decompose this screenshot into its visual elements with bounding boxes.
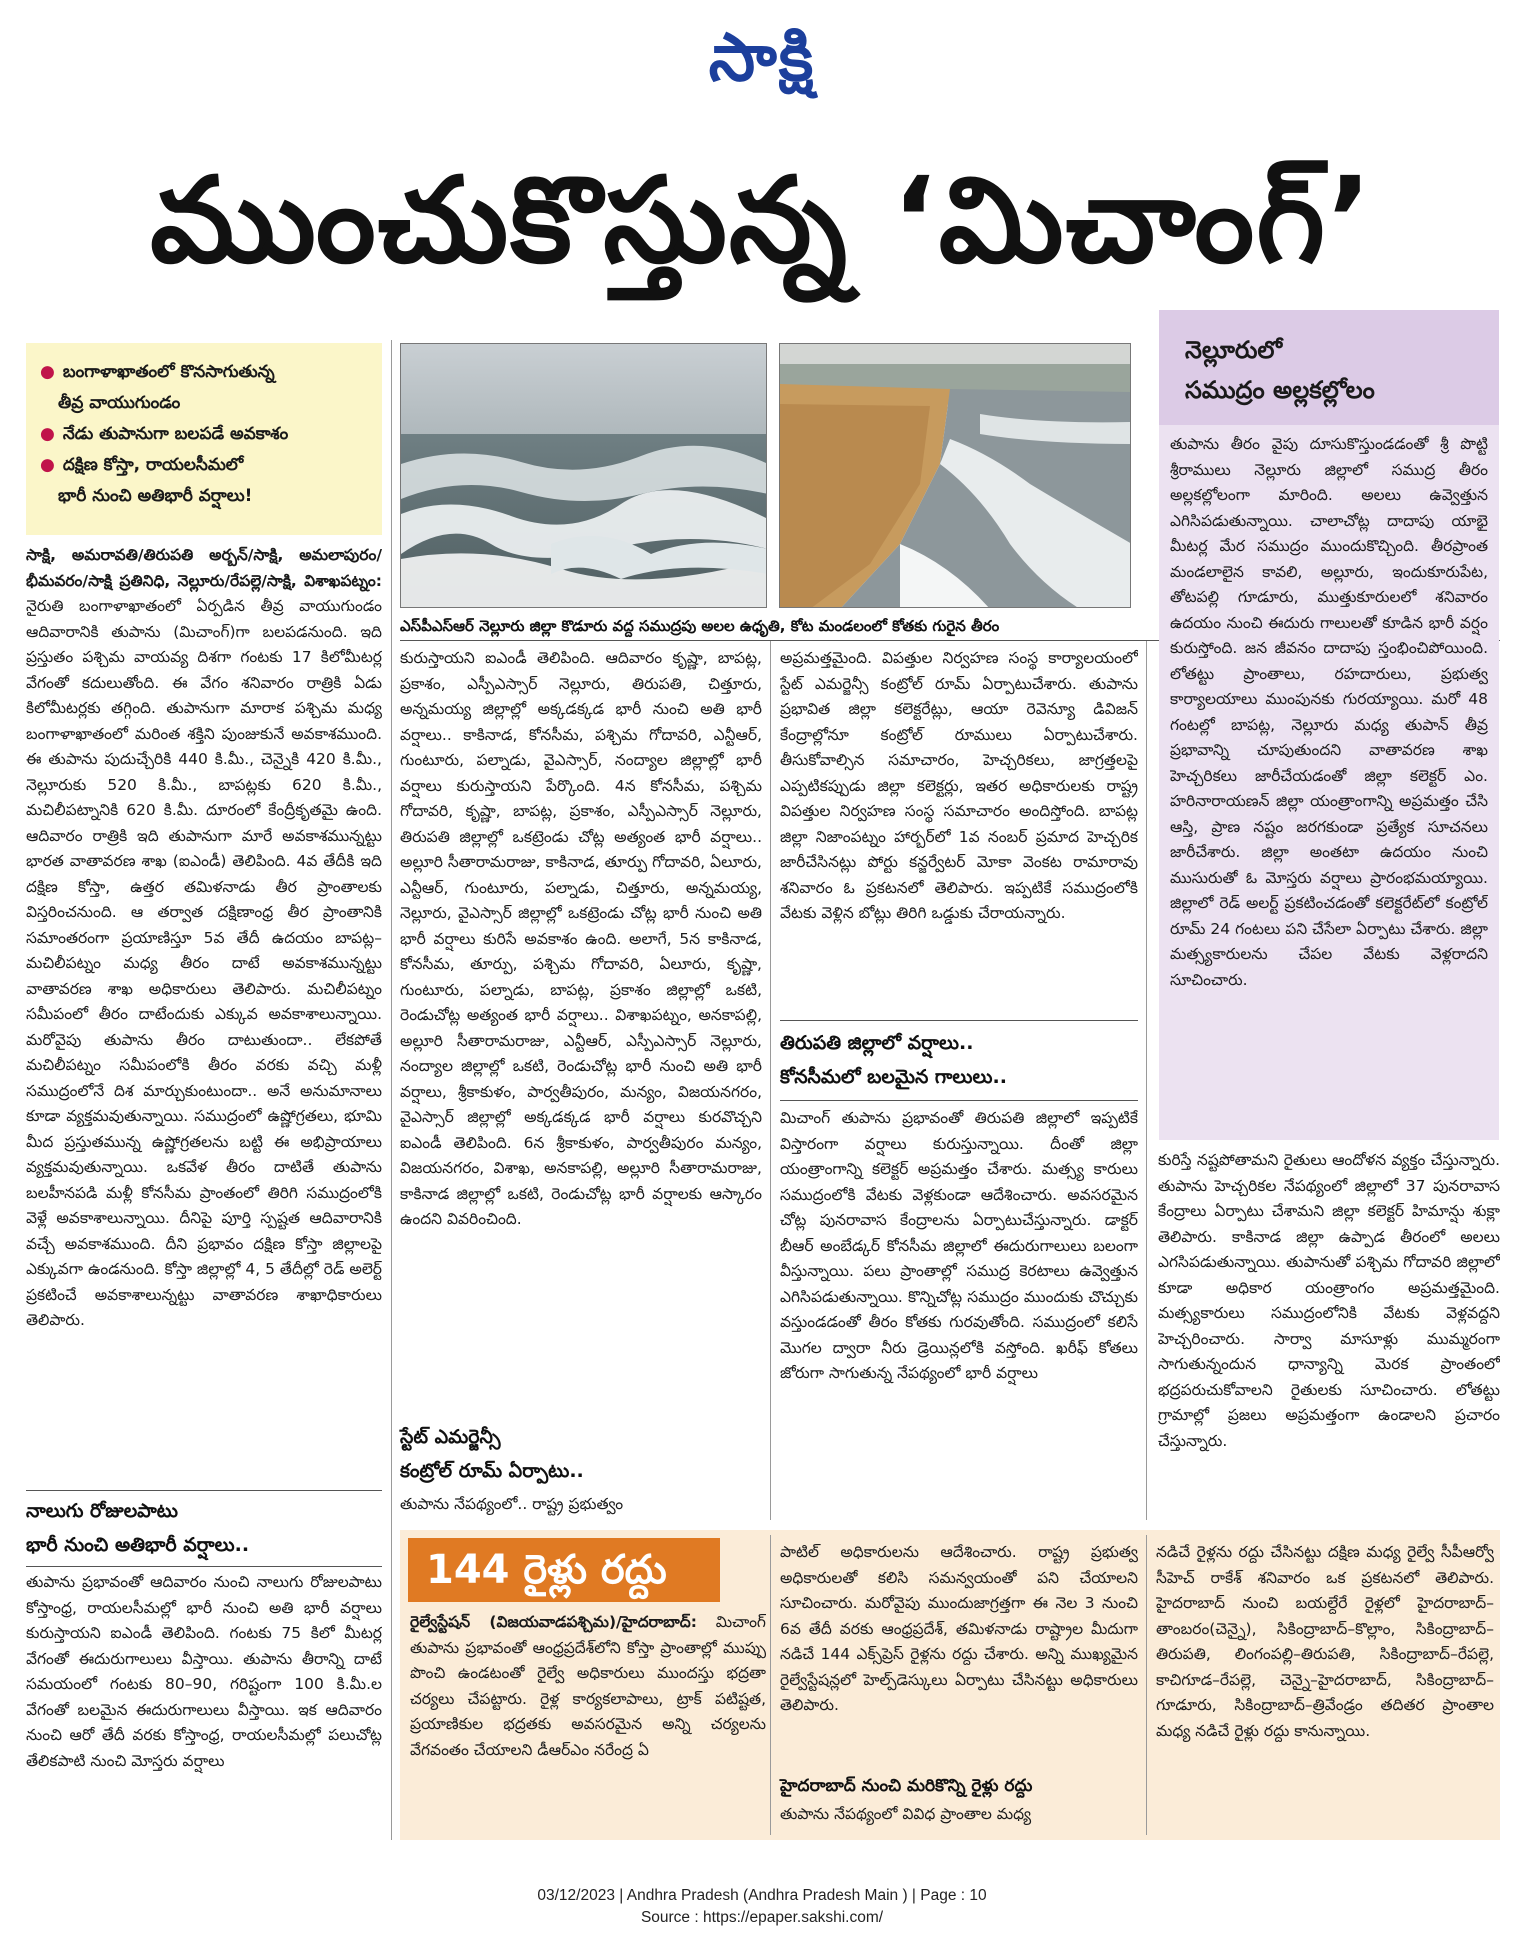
- bullet-icon: ●: [40, 455, 55, 475]
- article-column-1: [26, 543, 382, 1483]
- page-footer: [0, 1885, 1524, 1929]
- bullet-icon: ●: [40, 424, 55, 444]
- column-divider: [1146, 640, 1147, 1520]
- nellore-sidebar-body: తుపాను తీరం వైపు దూసుకొస్తుండడంతో శ్రీ పొట్టి శ్రీరాములు నెల్లూరు జిల్లాలో సముద్ర తీరం అల్లకల్లోలంగా మారింది. అలలు ఉవ్వెత్తున ఎగిసిపడుతున్నాయి. చాలాచోట్ల దాదాపు యాభై మీటర్ల మేర సముద్రం ముందుకొచ్చింది. తీరప్రాంత మండలాలైన కావలి, అల్లూరు, ఇందుకూరుపేట, తోటపల్లి గూడూరు, ముత్తుకూరులలో శనివారం ఉదయం నుంచి ఈదురు గాలులతో కూడిన భారీ వర్షం కురుస్తోంది. జన జీవనం దాదాపు స్తంభించిపోయింది. లోతట్టు ప్రాంతాలు, రహదారులు, ప్రభుత్వ కార్యాలయాలు ముంపునకు గురయ్యాయి. మరో 48 గంటల్లో బాపట్ల, నెల్లూరు మధ్య తుపాన్‌ తీవ్ర ప్రభావాన్ని చూపుతుందని వాతావరణ శాఖ హెచ్చరికలు జారీచేయడంతో జిల్లా కలెక్టర్‌ ఎం. హరినారాయణన్‌ జిల్లా యంత్రాంగాన్ని అప్రమత్తం చేసి ఆస్తి, ప్రాణ నష్టం జరగకుండా ప్రత్యేక సూచనలు జారీచేశారు. జిల్లా అంతటా ఉదయం నుంచి ముసురుతో ఓ మోస్తరు వర్షాలు ప్రారంభమయ్యాయి. జిల్లాలో రెడ్‌ అలర్ట్‌ ప్రకటించడంతో కలెక్టరేట్‌లో కంట్రోల్‌ రూమ్‌ 24 గంటలు పని చేసేలా ఏర్పాటు చేశారు. జిల్లా మత్స్యకారులను చేపల వేటకు వెళ్లరాదని సూచించారు.: [1170, 435, 1488, 989]
- section-rule: [26, 1566, 382, 1567]
- highlight-item: ● బంగాళాఖాతంలో కొనసాగుతున్న: [40, 357, 370, 388]
- eroded-coast-photo: [779, 343, 1131, 608]
- train-column-1: రైల్వేస్టేషన్‌ (విజయవాడపశ్చిమ)/హైదరాబాద్‌: మిచాంగ్‌ తుపాను ప్రభావంతో ఆంధ్రప్రదేశ్‌లోని కోస్తా ప్రాంతాల్లో ముప్పు పొంచి ఉండటంతో రైల్వే అధికారులు ముందస్తు భద్రతా చర్యలు చేపట్టారు. రైళ్ల కార్యకలాపాలు, ట్రాక్‌ పటిష్టత, ప్రయాణికుల భద్రతకు అవసరమైన అన్ని చర్యలను వేగవంతం చేయాలని డీఆర్‌ఎం నరేంద్ర ఏ: [410, 1613, 766, 1759]
- sea-waves-image: [401, 344, 767, 608]
- highlight-item-cont: భారీ నుంచి అతిభారీ వర్షాలు!: [58, 486, 253, 506]
- highlight-item-cont: తీవ్ర వాయుగుండం: [58, 393, 181, 413]
- column-divider: [770, 640, 771, 1520]
- photo-caption: ఎస్‌పీఎస్‌ఆర్‌ నెల్లూరు జిల్లా కొడూరు వద్ద సముద్రపు అలల ఉధృతి, కోట మండలంలో కోతకు గురైన తీరం: [400, 617, 1000, 635]
- bullet-icon: ●: [40, 362, 55, 382]
- article-body: నైరుతి బంగాళాఖాతంలో ఏర్పడిన తీవ్ర వాయుగుండం ఆదివారానికి తుపాను (మిచాంగ్‌)గా బలపడనుంది. ఇది ప్రస్తుతం పశ్చిమ వాయవ్య దిశగా గంటకు 17 కిలోమీటర్ల వేగంతో కదులుతోంది. ఈ వేగం శనివారం రాత్రికి ఏడు కిలోమీటర్లకు తగ్గింది. తుపానుగా మారాక పశ్చిమ మధ్య బంగాళాఖాతంలో మరింత శక్తిని పుంజుకునే అవకాశముంది. ఈ తుపాను పుదుచ్చేరికి 440 కి.మీ., చెన్నైకి 420 కి.మీ., నెల్లూరుకు 520 కి.మీ., బాపట్లకు 620 కి.మీ., మచిలీపట్నానికి 620 కి.మీ. దూరంలో కేంద్రీకృతమై ఉంది. ఆదివారం రాత్రికి ఇది తుపానుగా మారే అవకాశమున్నట్టు భారత వాతావరణ శాఖ (ఐఎండీ) తెలిపింది. 4వ తేదీకి ఇది దక్షిణ కోస్తా, ఉత్తర తమిళనాడు తీర ప్రాంతాలకు విస్తరించనుంది. ఆ తర్వాత దక్షిణాంధ్ర తీర ప్రాంతానికి సమాంతరంగా ప్రయాణిస్తూ 5వ తేదీ ఉదయం బాపట్ల–మచిలీపట్నం మధ్య తీరం దాటే అవకాశమున్నట్టు వాతావరణ శాఖ అధికారులు తెలిపారు. మచిలీపట్నం సమీపంలో తీరం దాటేందుకు ఎక్కువ అవకాశాలున్నాయి. మరోవైపు తుపాను తీరం దాటుతుందా.. లేకపోతే మచిలీపట్నం సమీపంలోకి తీరం వరకు వచ్చి మళ్లీ సముద్రంలోనే దిశ మార్చుకుంటుందా.. అనే అనుమానాలు కూడా వ్యక్తమవుతున్నాయి. సముద్రంలో ఉష్ణోగ్రతలు, భూమి మీద ప్రస్తుతమున్న ఉష్ణోగ్రతలను బట్టి ఈ అభిప్రాయాలు వ్యక్తమవుతున్నాయి. ఒకవేళ తీరం దాటితే తుపాను బలహీనపడి మళ్లీ కోనసీమ ప్రాంతంలో తిరిగి సముద్రంలోకి వెళ్లే అవకాశాలున్నాయి. దీనిపై పూర్తి స్పష్టత ఆదివారానికి వచ్చే అవకాశముంది. దీని ప్రభావం దక్షిణ కోస్తా జిల్లాలపై ఎక్కువగా ఉండనుంది. కోస్తా జిల్లాల్లో 4, 5 తేదీల్లో రెడ్‌ అలెర్ట్‌ ప్రకటించే అవకాశాలున్నట్టు వాతావరణ శాఖాధికారులు తెలిపారు.: [26, 597, 382, 1329]
- train-column-2-tail: తుపాను నేపథ్యంలో వివిధ ప్రాంతాల మధ్య: [780, 1805, 1032, 1823]
- section-heading: స్టేట్‌ ఎమర్జెన్సీ కంట్రోల్‌ రూమ్‌ ఏర్పాటు..: [400, 1426, 584, 1482]
- highlight-item: ● నేడు తుపానుగా బలపడే అవకాశం: [40, 419, 370, 450]
- article-column-4-continued: కురిస్తే నష్టపోతామని రైతులు ఆందోళన వ్యక్తం చేస్తున్నారు. తుపాను హెచ్చరికల నేపథ్యంలో జిల్లాలో 37 పునరావాస కేంద్రాలు ఏర్పాటు చేశామని జిల్లా కలెక్టర్‌ హిమాన్షు శుక్లా తెలిపారు. కాకినాడ జిల్లా ఉప్పాడ తీరంలో అలలు ఎగసిపడుతున్నాయి. తుపానుతో పశ్చిమ గోదావరి జిల్లాలో కూడా అధికార యంత్రాంగం అప్రమత్తమైంది. మత్స్యకారులు సముద్రంలోనికి వేటకు వెళ్లవద్దని హెచ్చరించారు. సార్వా మాసూళ్లు ముమ్మరంగా సాగుతున్నందున ధాన్యాన్ని మెరక ప్రాంతంలో భద్రపరుచుకోవాలని రైతులకు సూచించారు. లోతట్టు గ్రామాల్లో ప్రజలు అప్రమత్తంగా ఉండాలని ప్రచారం చేస్తున్నారు.: [1158, 1151, 1500, 1450]
- column-divider: [770, 1535, 771, 1835]
- article-column-2-continued: తుపాను నేపథ్యంలో.. రాష్ట్ర ప్రభుత్వం: [400, 1495, 624, 1513]
- train-subheading: హైదరాబాద్‌ నుంచి మరికొన్ని రైళ్లు రద్దు: [780, 1776, 1033, 1796]
- masthead-logo: [0, 18, 1524, 112]
- section-rule: [26, 1490, 382, 1491]
- article-column-2: కురుస్తాయని ఐఎండీ తెలిపింది. ఆదివారం కృష్ణా, బాపట్ల, ప్రకాశం, ఎస్పీఎస్సార్‌ నెల్లూరు, తిరుపతి, చిత్తూరు, అన్నమయ్య జిల్లాల్లో అక్కడక్కడ భారీ నుంచి అతి భారీ వర్షాలు.. కాకినాడ, కోనసీమ, పశ్చిమ గోదావరి, ఎన్టీఆర్‌, గుంటూరు, పల్నాడు, వైఎస్సార్‌, నంద్యాల జిల్లాల్లో భారీ వర్షాలు కురుస్తాయని పేర్కొంది. 4న కోనసీమ, పశ్చిమ గోదావరి, కృష్ణా, బాపట్ల, ప్రకాశం, ఎస్పీఎస్సార్‌ నెల్లూరు, తిరుపతి జిల్లాల్లో ఒకట్రెండు చోట్ల అత్యంత భారీ వర్షాలు.. అల్లూరి సీతారామరాజు, కాకినాడ, తూర్పు గోదావరి, ఏలూరు, ఎన్టీఆర్‌, గుంటూరు, పల్నాడు, చిత్తూరు, అన్నమయ్య, నెల్లూరు, వైఎస్సార్‌ జిల్లాల్లో ఒకట్రెండు చోట్ల భారీ నుంచి అతి భారీ వర్షాలు కురిసే అవకాశం ఉంది. అలాగే, 5న కాకినాడ, కోనసీమ, తూర్పు, పశ్చిమ గోదావరి, ఏలూరు, కృష్ణా, గుంటూరు, పల్నాడు, బాపట్ల, ప్రకాశం జిల్లాల్లో ఒకటి, రెండుచోట్ల అత్యంత భారీ వర్షాలు.. విశాఖపట్నం, అనకాపల్లి, అల్లూరి సీతారామరాజు, ఎన్టీఆర్‌, ఎస్పీఎస్సార్‌ నెల్లూరు, నంద్యాల జిల్లాల్లో ఒకటి, రెండుచోట్ల భారీ నుంచి అతి భారీ వర్షాలు, శ్రీకాకుళం, పార్వతీపురం, మన్యం, విజయనగరం, వైఎస్సార్‌ జిల్లాల్లో అక్కడక్కడ భారీ వర్షాలు కురవొచ్చని ఐఎండీ తెలిపింది. 6న శ్రీకాకుళం, పార్వతీపురం మన్యం, విజయనగరం, విశాఖ, అనకాపల్లి, అల్లూరి సీతారామరాజు, కాకినాడ జిల్లాల్లో ఒకటి, రెండుచోట్ల భారీ వర్షాలకు ఆస్కారం ఉందని వివరించింది.: [400, 649, 762, 1228]
- footer-edition: 03/12/2023 | Andhra Pradesh (Andhra Pradesh Main ) | Page : 10: [537, 1887, 987, 1904]
- footer-source: Source : https://epaper.sakshi.com/: [640, 1909, 884, 1926]
- highlights-box: [26, 343, 382, 535]
- train-column-2: పాటిల్‌ అధికారులను ఆదేశించారు. రాష్ట్ర ప్రభుత్వ అధికారులతో కలిసి సమన్వయంతో పని చేయాలని సూచించారు. మరోవైపు ముందుజాగ్రత్తగా ఈ నెల 3 నుంచి 6వ తేదీ వరకు ఆంధ్రప్రదేశ్‌, తమిళనాడు రాష్ట్రాల మీదుగా నడిచే 144 ఎక్స్‌ప్రెస్‌ రైళ్లను రద్దు చేశారు. అన్ని ముఖ్యమైన రైల్వేస్టేషన్లలో హెల్ప్‌డెస్కులు ఏర్పాటు చేసినట్టు అధికారులు తెలిపారు.: [780, 1543, 1138, 1714]
- main-headline: ముంచుకొస్తున్న ‘మిచాంగ్’: [150, 151, 1374, 289]
- highlight-item: ● దక్షిణ కోస్తా, రాయలసీమలో: [40, 450, 370, 481]
- eroded-coast-image: [780, 344, 1131, 608]
- section-rule: [780, 1020, 1138, 1021]
- section-heading: తిరుపతి జిల్లాలో వర్షాలు.. కోనసీమలో బలమైన గాలులు..: [780, 1032, 1007, 1088]
- byline: సాక్షి, అమరావతి/తిరుపతి అర్బన్‌/సాక్షి, అమలాపురం/భీమవరం/సాక్షి ప్రతినిధి, నెల్లూరు/రేపల్లె/సాక్షి, విశాఖపట్నం:: [26, 546, 382, 590]
- train-cancellation-heading: 144 రైళ్లు రద్దు: [408, 1538, 720, 1602]
- column-divider: [1146, 1535, 1147, 1835]
- nellore-sidebar-heading: నెల్లూరులో సముద్రం అల్లకల్లోలం: [1159, 310, 1499, 425]
- rail-dateline: రైల్వేస్టేషన్‌ (విజయవాడపశ్చిమ)/హైదరాబాద్‌:: [410, 1613, 697, 1631]
- article-column-3: అప్రమత్తమైంది. విపత్తుల నిర్వహణ సంస్థ కార్యాలయంలో స్టేట్‌ ఎమర్జెన్సీ కంట్రోల్‌ రూమ్‌ ఏర్పాటుచేశారు. తుపాను ప్రభావిత జిల్లా కలెక్టరేట్లు, ఆయా రెవెన్యూ డివిజన్‌ కేంద్రాల్లోనూ కంట్రోల్‌ రూములు ఏర్పాటుచేశారు. తీసుకోవాల్సిన సమాచారం, హెచ్చరికలు, జాగ్రత్తలపై ఎప్పటికప్పుడు జిల్లా కలెక్టర్లు, ఇతర అధికారులకు రాష్ట్ర విపత్తుల నిర్వహణ సంస్థ సమాచారం అందిస్తోంది. బాపట్ల జిల్లా నిజాంపట్నం హార్బర్‌లో 1వ నంబర్‌ ప్రమాద హెచ్చరిక జారీచేసినట్లు పోర్టు కన్జర్వేటర్‌ మోకా వెంకట రామారావు శనివారం ఓ ప్రకటనలో తెలిపారు. ఇప్పటికే సముద్రంలోకి వేటకు వెళ్లిన బోట్లు తిరిగి ఒడ్డుకు చేరాయన్నారు.: [780, 649, 1138, 922]
- sea-waves-photo: [400, 343, 767, 608]
- article-column-1-continued: తుపాను ప్రభావంతో ఆదివారం నుంచి నాలుగు రోజులపాటు కోస్తాంధ్ర, రాయలసీమల్లో భారీ నుంచి అతి భారీ వర్షాలు కురుస్తాయని ఐఎండీ తెలిపింది. గంటకు 75 కిలో మీటర్ల వేగంతో ఈదురుగాలులు వీస్తాయి. తుపాను తీరాన్ని దాటే సమయంలో గంటకు 80–90, గరిష్టంగా 100 కి.మీ.ల వేగంతో బలమైన ఈదురుగాలులు వీస్తాయి. ఇక ఆదివారం నుంచి ఆరో తేదీ వరకు కోస్తాంధ్ర, రాయలసీమల్లో పలుచోట్ల తేలికపాటి నుంచి మోస్తరు వర్షాలు: [26, 1573, 382, 1770]
- section-heading: నాలుగు రోజులపాటు భారీ నుంచి అతిభారీ వర్షాలు..: [26, 1500, 250, 1556]
- section-rule: [780, 1100, 1138, 1101]
- column-divider: [391, 340, 392, 1840]
- article-column-3-continued: మిచాంగ్‌ తుపాను ప్రభావంతో తిరుపతి జిల్లాలో ఇప్పటికే విస్తారంగా వర్షాలు కురుస్తున్నాయి. దీంతో జిల్లా యంత్రాంగాన్ని కలెక్టర్‌ అప్రమత్తం చేశారు. మత్స్య కారులు సముద్రంలోకి వేటకు వెళ్లకుండా ఆదేశించారు. అవసరమైన చోట్ల పునరావాస కేంద్రాలను ఏర్పాటుచేస్తున్నారు. డాక్టర్‌ బీఆర్‌ అంబేడ్కర్‌ కోనసీమ జిల్లాలో ఈదురుగాలులు బలంగా వీస్తున్నాయి. పలు ప్రాంతాల్లో సముద్ర కెరటాలు ఉవ్వెత్తున ఎగిసిపడుతున్నాయి. కొన్నిచోట్ల సముద్రం ముందుకు చొచ్చుకు వస్తుండడంతో తీరం కోతకు గురవుతోంది. సముద్రంలో కలిసే మొగల ద్వారా నీరు డ్రెయిన్లలోకి వస్తోంది. ఖరీఫ్‌ కోతలు జోరుగా సాగుతున్న నేపథ్యంలో భారీ వర్షాలు: [780, 1109, 1138, 1382]
- masthead-name: సాక్షి: [708, 18, 816, 96]
- train-column-3: నడిచే రైళ్లను రద్దు చేసినట్టు దక్షిణ మధ్య రైల్వే సీపీఆర్వో సీహెచ్‌ రాకేశ్‌ శనివారం ఒక ప్రకటనలో తెలిపారు. హైదరాబాద్‌ నుంచి బయల్దేరే రైళ్లలో హైదరాబాద్‌–తాంబరం(చెన్నై), సికింద్రాబాద్‌–కొల్లాం, సికింద్రాబాద్‌–తిరుపతి, లింగంపల్లి–తిరుపతి, సికింద్రాబాద్‌–రేపల్లె, కాచిగూడ–రేపల్లె, చెన్నై–హైదరాబాద్‌, సికింద్రాబాద్‌–గూడూరు, సికింద్రాబాద్‌–త్రివేండ్రం తదితర ప్రాంతాల మధ్య నడిచే రైళ్లు రద్దు కానున్నాయి.: [1156, 1543, 1494, 1740]
